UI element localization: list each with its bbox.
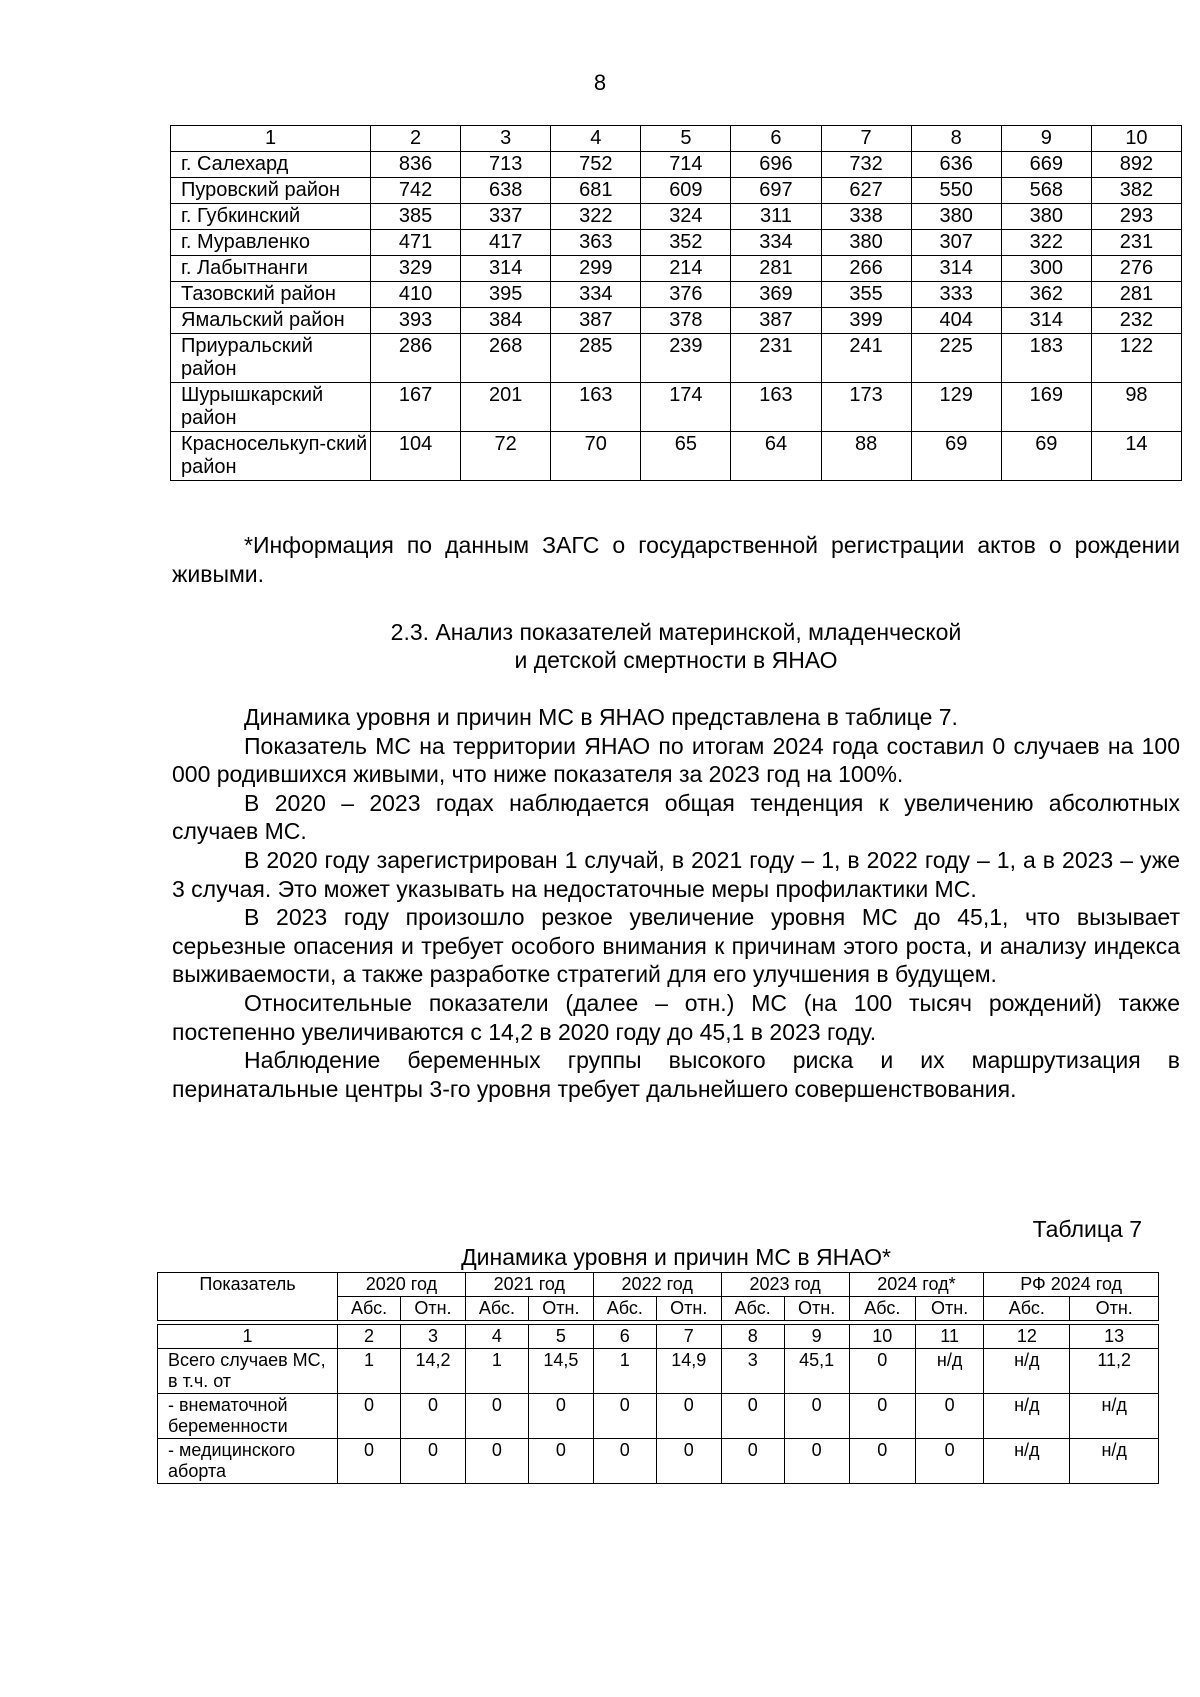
cell-value: 169: [1001, 383, 1091, 432]
table-title: Динамика уровня и причин МС в ЯНАО*: [461, 1244, 891, 1270]
cell-value: 0: [593, 1394, 656, 1439]
cell-value: 0: [401, 1394, 466, 1439]
column-number: 9: [784, 1325, 849, 1349]
cell-value: 281: [1091, 282, 1181, 308]
cell-value: 183: [1001, 334, 1091, 383]
year-header: 2024 год*: [849, 1273, 984, 1297]
cell-value: 378: [641, 308, 731, 334]
district-name: Пуровский район: [171, 178, 371, 204]
cell-value: 355: [821, 282, 911, 308]
section-heading: [172, 618, 1180, 674]
maternal-mortality-table: [157, 1272, 1159, 1484]
cell-value: 14,9: [656, 1349, 721, 1394]
cell-value: 329: [371, 256, 461, 282]
cell-value: 627: [821, 178, 911, 204]
cell-value: 337: [461, 204, 551, 230]
cell-value: 0: [465, 1439, 528, 1484]
cell-value: 410: [371, 282, 461, 308]
cell-value: 714: [641, 152, 731, 178]
cell-value: н/д: [984, 1394, 1070, 1439]
cell-value: 333: [911, 282, 1001, 308]
district-name: Приуральский район: [171, 334, 371, 383]
table-row: [171, 432, 1182, 481]
cell-value: 636: [911, 152, 1001, 178]
cell-value: 98: [1091, 383, 1181, 432]
column-number: 7: [656, 1325, 721, 1349]
table-row: [158, 1439, 1159, 1484]
cell-value: 0: [338, 1439, 401, 1484]
column-number: 10: [1091, 126, 1181, 152]
rel-header: Отн.: [784, 1297, 849, 1321]
district-name: Ямальский район: [171, 308, 371, 334]
cell-value: 380: [1001, 204, 1091, 230]
cell-value: 14,5: [528, 1349, 593, 1394]
cell-value: 0: [784, 1394, 849, 1439]
column-number: 2: [371, 126, 461, 152]
table-row: [171, 178, 1182, 204]
paragraph: Наблюдение беременных группы высокого риска и их маршрутизация в перинатальные центры 3-го уровня требует дальнейшего совершенствования.: [172, 1047, 1180, 1102]
cell-value: н/д: [1070, 1439, 1159, 1484]
cell-value: 385: [371, 204, 461, 230]
paragraph: В 2020 году зарегистрирован 1 случай, в 2021 году – 1, в 2022 году – 1, а в 2023 – уже 3 случая. Это может указывать на недостаточные меры профилактики МС.: [172, 846, 1180, 902]
cell-value: 0: [721, 1394, 784, 1439]
row-label: Всего случаев МС, в т.ч. от: [158, 1349, 338, 1394]
cell-value: 72: [461, 432, 551, 481]
cell-value: 231: [731, 334, 821, 383]
table-row: [158, 1394, 1159, 1439]
column-number: 4: [465, 1325, 528, 1349]
cell-value: 299: [551, 256, 641, 282]
cell-value: 713: [461, 152, 551, 178]
cell-value: 0: [849, 1394, 915, 1439]
cell-value: 752: [551, 152, 641, 178]
table-row: [171, 334, 1182, 383]
column-number: 1: [158, 1325, 338, 1349]
cell-value: 88: [821, 432, 911, 481]
cell-value: 550: [911, 178, 1001, 204]
cell-value: 338: [821, 204, 911, 230]
cell-value: 382: [1091, 178, 1181, 204]
district-name: Шурышкарский район: [171, 383, 371, 432]
column-number: 9: [1001, 126, 1091, 152]
cell-value: 696: [731, 152, 821, 178]
district-name: г. Салехард: [171, 152, 371, 178]
cell-value: 239: [641, 334, 731, 383]
cell-value: 352: [641, 230, 731, 256]
column-number: 4: [551, 126, 641, 152]
cell-value: н/д: [915, 1349, 983, 1394]
cell-value: 384: [461, 308, 551, 334]
cell-value: 225: [911, 334, 1001, 383]
cell-value: 232: [1091, 308, 1181, 334]
cell-value: 314: [461, 256, 551, 282]
cell-value: 609: [641, 178, 731, 204]
cell-value: 471: [371, 230, 461, 256]
cell-value: 214: [641, 256, 731, 282]
abs-header: Абс.: [849, 1297, 915, 1321]
abs-header: Абс.: [984, 1297, 1070, 1321]
cell-value: 399: [821, 308, 911, 334]
cell-value: 376: [641, 282, 731, 308]
cell-value: 669: [1001, 152, 1091, 178]
rel-header: Отн.: [528, 1297, 593, 1321]
cell-value: 163: [551, 383, 641, 432]
column-number: 8: [911, 126, 1001, 152]
cell-value: 285: [551, 334, 641, 383]
year-header: РФ 2024 год: [984, 1273, 1159, 1297]
cell-value: 65: [641, 432, 731, 481]
row-label: - внематочной беременности: [158, 1394, 338, 1439]
cell-value: 314: [1001, 308, 1091, 334]
column-number: 13: [1070, 1325, 1159, 1349]
cell-value: 268: [461, 334, 551, 383]
cell-value: 64: [731, 432, 821, 481]
cell-value: 314: [911, 256, 1001, 282]
cell-value: 276: [1091, 256, 1181, 282]
district-name: г. Губкинский: [171, 204, 371, 230]
cell-value: 104: [371, 432, 461, 481]
cell-value: 0: [721, 1439, 784, 1484]
cell-value: 70: [551, 432, 641, 481]
indicator-header: Показатель: [158, 1273, 338, 1321]
cell-value: 0: [338, 1394, 401, 1439]
cell-value: н/д: [984, 1439, 1070, 1484]
cell-value: 286: [371, 334, 461, 383]
cell-value: 1: [338, 1349, 401, 1394]
year-header: 2021 год: [465, 1273, 593, 1297]
cell-value: 0: [849, 1349, 915, 1394]
cell-value: 322: [1001, 230, 1091, 256]
cell-value: 0: [656, 1439, 721, 1484]
cell-value: 638: [461, 178, 551, 204]
cell-value: 892: [1091, 152, 1181, 178]
districts-table: [170, 125, 1182, 481]
cell-value: 732: [821, 152, 911, 178]
body-text: [172, 703, 1180, 1103]
cell-value: 201: [461, 383, 551, 432]
column-number-row: [158, 1325, 1159, 1349]
cell-value: 173: [821, 383, 911, 432]
paragraph: Динамика уровня и причин МС в ЯНАО представлена в таблице 7.: [244, 704, 958, 730]
column-number: 6: [731, 126, 821, 152]
district-name: Тазовский район: [171, 282, 371, 308]
cell-value: 0: [656, 1394, 721, 1439]
cell-value: 568: [1001, 178, 1091, 204]
page-number: 8: [593, 70, 607, 95]
cell-value: 0: [915, 1439, 983, 1484]
column-number: 11: [915, 1325, 983, 1349]
column-number: 2: [338, 1325, 401, 1349]
cell-value: 322: [551, 204, 641, 230]
cell-value: 69: [911, 432, 1001, 481]
cell-value: 174: [641, 383, 731, 432]
table-row: [171, 256, 1182, 282]
cell-value: 1: [465, 1349, 528, 1394]
table-row: [171, 152, 1182, 178]
table-row: [158, 1349, 1159, 1394]
district-name: г. Лабытнанги: [171, 256, 371, 282]
year-header: 2022 год: [593, 1273, 721, 1297]
district-name: г. Муравленко: [171, 230, 371, 256]
cell-value: 697: [731, 178, 821, 204]
year-header: 2023 год: [721, 1273, 849, 1297]
column-number: 12: [984, 1325, 1070, 1349]
cell-value: 266: [821, 256, 911, 282]
cell-value: н/д: [984, 1349, 1070, 1394]
cell-value: 281: [731, 256, 821, 282]
column-number: 7: [821, 126, 911, 152]
section-heading-line2: и детской смертности в ЯНАО: [514, 647, 838, 673]
cell-value: 231: [1091, 230, 1181, 256]
cell-value: 14: [1091, 432, 1181, 481]
table-row: [171, 204, 1182, 230]
column-number: 6: [593, 1325, 656, 1349]
cell-value: 334: [731, 230, 821, 256]
cell-value: 0: [465, 1394, 528, 1439]
cell-value: 0: [593, 1439, 656, 1484]
abs-header: Абс.: [465, 1297, 528, 1321]
abs-header: Абс.: [338, 1297, 401, 1321]
table-row: [171, 383, 1182, 432]
cell-value: 45,1: [784, 1349, 849, 1394]
cell-value: 0: [915, 1394, 983, 1439]
rel-header: Отн.: [401, 1297, 466, 1321]
cell-value: 362: [1001, 282, 1091, 308]
cell-value: 324: [641, 204, 731, 230]
cell-value: 0: [528, 1394, 593, 1439]
cell-value: 387: [551, 308, 641, 334]
cell-value: 293: [1091, 204, 1181, 230]
rel-header: Отн.: [915, 1297, 983, 1321]
cell-value: 3: [721, 1349, 784, 1394]
column-number: 8: [721, 1325, 784, 1349]
footnote-text: *Информация по данным ЗАГС о государственной регистрации актов о рождении живыми.: [172, 532, 1180, 587]
table-row: [171, 230, 1182, 256]
cell-value: 380: [911, 204, 1001, 230]
table-row: [171, 282, 1182, 308]
cell-value: 122: [1091, 334, 1181, 383]
cell-value: 14,2: [401, 1349, 466, 1394]
paragraph: Показатель МС на территории ЯНАО по итогам 2024 года составил 0 случаев на 100 000 родившихся живыми, что ниже показателя за 2023 год на 100%.: [172, 732, 1180, 788]
cell-value: 307: [911, 230, 1001, 256]
paragraph: Относительные показатели (далее – отн.) МС (на 100 тысяч рождений) также постепенно увеличиваются с 14,2 в 2020 году до 45,1 в 2023 году.: [172, 989, 1180, 1045]
rel-header: Отн.: [1070, 1297, 1159, 1321]
cell-value: 0: [849, 1439, 915, 1484]
cell-value: 334: [551, 282, 641, 308]
column-number: 1: [171, 126, 371, 152]
cell-value: 1: [593, 1349, 656, 1394]
column-number: 3: [461, 126, 551, 152]
abs-header: Абс.: [593, 1297, 656, 1321]
column-number: 5: [641, 126, 731, 152]
cell-value: 300: [1001, 256, 1091, 282]
cell-value: 395: [461, 282, 551, 308]
footnote: [172, 531, 1180, 588]
column-number: 10: [849, 1325, 915, 1349]
cell-value: 363: [551, 230, 641, 256]
paragraph: В 2023 году произошло резкое увеличение уровня МС до 45,1, что вызывает серьезные опасения и требует особого внимания к причинам этого роста, и анализу индекса выживаемости, а также разработке стратегий для его улучшения в будущем.: [172, 904, 1180, 988]
column-number: 3: [401, 1325, 466, 1349]
section-heading-line1: 2.3. Анализ показателей материнской, младенческой: [390, 619, 962, 645]
rel-header: Отн.: [656, 1297, 721, 1321]
table-row: [171, 308, 1182, 334]
cell-value: 417: [461, 230, 551, 256]
row-label: - медицинского аборта: [158, 1439, 338, 1484]
cell-value: н/д: [1070, 1394, 1159, 1439]
abs-header: Абс.: [721, 1297, 784, 1321]
cell-value: 681: [551, 178, 641, 204]
cell-value: 167: [371, 383, 461, 432]
cell-value: 241: [821, 334, 911, 383]
cell-value: 69: [1001, 432, 1091, 481]
district-name: Красноселькуп-ский район: [171, 432, 371, 481]
year-header: 2020 год: [338, 1273, 466, 1297]
cell-value: 0: [784, 1439, 849, 1484]
cell-value: 393: [371, 308, 461, 334]
cell-value: 404: [911, 308, 1001, 334]
cell-value: 163: [731, 383, 821, 432]
cell-value: 129: [911, 383, 1001, 432]
cell-value: 369: [731, 282, 821, 308]
cell-value: 0: [401, 1439, 466, 1484]
cell-value: 380: [821, 230, 911, 256]
column-number: 5: [528, 1325, 593, 1349]
cell-value: 742: [371, 178, 461, 204]
cell-value: 387: [731, 308, 821, 334]
paragraph: В 2020 – 2023 годах наблюдается общая тенденция к увеличению абсолютных случаев МС.: [172, 789, 1180, 845]
cell-value: 311: [731, 204, 821, 230]
cell-value: 0: [528, 1439, 593, 1484]
cell-value: 836: [371, 152, 461, 178]
table-header-row: [171, 126, 1182, 152]
table-label: Таблица 7: [1032, 1216, 1142, 1242]
cell-value: 11,2: [1070, 1349, 1159, 1394]
